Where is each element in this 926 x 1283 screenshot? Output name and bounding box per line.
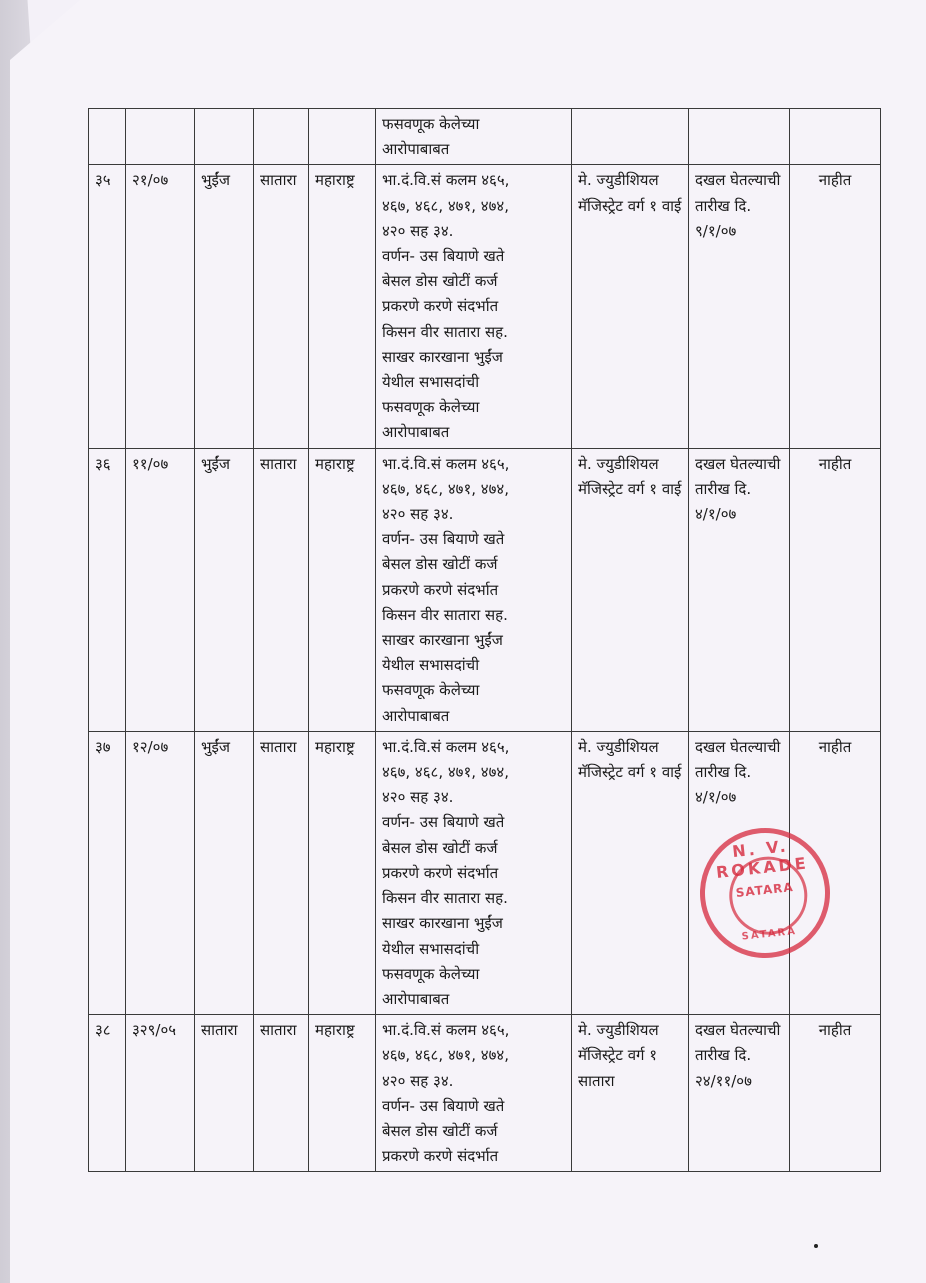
cell-case: ३२९/०५: [126, 1015, 195, 1172]
description-line: आरोपाबाबत: [382, 423, 450, 442]
description-line: आरोपाबाबत: [382, 706, 450, 725]
cell-remark: नाहीत: [790, 448, 881, 731]
description-line: भा.दं.वि.सं कलम ४६५,: [382, 737, 510, 756]
description-line: फसवणूक केलेच्या: [382, 398, 480, 417]
records-table-body: [89, 109, 881, 1172]
description-line: ४२० सह ३४.: [382, 1071, 454, 1090]
cell-district: [254, 109, 309, 165]
table-row: [89, 109, 881, 165]
cell-no: ३६: [89, 448, 126, 731]
cell-case: २१/०७: [126, 165, 195, 448]
description-line: येथील सभासदांची: [382, 373, 480, 392]
cell-case: [126, 109, 195, 165]
description-line: साखर कारखाना भुईंज: [382, 914, 503, 933]
cell-state: महाराष्ट्र: [309, 165, 376, 448]
cell-remark: नाहीत: [790, 1015, 881, 1172]
cell-state: महाराष्ट्र: [309, 731, 376, 1014]
cell-description: [376, 1015, 572, 1172]
cell-status: दखल घेतल्याची तारीख दि. ४/१/०७: [689, 731, 790, 1014]
description-line: वर्णन- उस बियाणे खते: [382, 1096, 505, 1115]
cell-court: मे. ज्युडीशियल मॅजिस्ट्रेट वर्ग १ वाई: [572, 165, 689, 448]
description-line: फसवणूक केलेच्या: [382, 964, 480, 983]
description-line: फसवणूक केलेच्या: [382, 115, 480, 133]
description-line: ४२० सह ३४.: [382, 788, 454, 807]
stamp-center-text: SATARA: [735, 880, 795, 901]
cell-court: मे. ज्युडीशियल मॅजिस्ट्रेट वर्ग १ वाई: [572, 731, 689, 1014]
table-row: [89, 448, 881, 731]
cell-no: [89, 109, 126, 165]
cell-case: ११/०७: [126, 448, 195, 731]
cell-description: [376, 731, 572, 1014]
description-line: भा.दं.वि.सं कलम ४६५,: [382, 1021, 510, 1040]
cell-station: भुईंज: [195, 165, 254, 448]
cell-station: सातारा: [195, 1015, 254, 1172]
cell-district: सातारा: [254, 731, 309, 1014]
description-line: ४६७, ४६८, ४७१, ४७४,: [382, 763, 509, 782]
cell-district: सातारा: [254, 448, 309, 731]
description-line: येथील सभासदांची: [382, 939, 480, 958]
description-line: वर्णन- उस बियाणे खते: [382, 530, 505, 549]
cell-court: मे. ज्युडीशियल मॅजिस्ट्रेट वर्ग १ वाई: [572, 448, 689, 731]
cell-case: १२/०७: [126, 731, 195, 1014]
description-line: प्रकरणे करणे संदर्भात: [382, 1147, 499, 1166]
table-row: [89, 165, 881, 448]
cell-station: भुईंज: [195, 448, 254, 731]
description-line: येथील सभासदांची: [382, 656, 480, 675]
cell-station: भुईंज: [195, 731, 254, 1014]
cell-district: सातारा: [254, 165, 309, 448]
description-line: ४२० सह ३४.: [382, 221, 454, 240]
description-line: बेसल डोस खोटीं कर्ज: [382, 838, 498, 857]
cell-description: [376, 165, 572, 448]
description-line: भा.दं.वि.सं कलम ४६५,: [382, 171, 510, 190]
description-line: बेसल डोस खोटीं कर्ज: [382, 272, 498, 291]
description-line: ४६७, ४६८, ४७१, ४७४,: [382, 1046, 509, 1065]
cell-court: मे. ज्युडीशियल मॅजिस्ट्रेट वर्ग १ सातारा: [572, 1015, 689, 1172]
stamp-top-text: N. V. ROKADE: [715, 836, 810, 882]
description-line: साखर कारखाना भुईंज: [382, 347, 503, 366]
records-table: [88, 108, 881, 1172]
cell-remark: नाहीत: [790, 165, 881, 448]
description-line: ४६७, ४६८, ४७१, ४७४,: [382, 196, 509, 215]
description-line: किसन वीर सातारा सह.: [382, 605, 508, 624]
description-line: प्रकरणे करणे संदर्भात: [382, 580, 499, 599]
description-line: वर्णन- उस बियाणे खते: [382, 813, 505, 832]
description-line: ४२० सह ३४.: [382, 505, 454, 524]
description-line: आरोपाबाबत: [382, 140, 450, 159]
cell-no: ३७: [89, 731, 126, 1014]
ink-dot: [814, 1244, 818, 1248]
cell-state: महाराष्ट्र: [309, 1015, 376, 1172]
cell-remark: [790, 109, 881, 165]
description-line: भा.दं.वि.सं कलम ४६५,: [382, 454, 510, 473]
description-line: वर्णन- उस बियाणे खते: [382, 247, 505, 266]
table-row: [89, 1015, 881, 1172]
description-line: आरोपाबाबत: [382, 989, 450, 1008]
description-line: प्रकरणे करणे संदर्भात: [382, 863, 499, 882]
cell-state: महाराष्ट्र: [309, 448, 376, 731]
description-line: प्रकरणे करणे संदर्भात: [382, 297, 499, 316]
description-line: किसन वीर सातारा सह.: [382, 322, 508, 341]
cell-remark: नाहीत: [790, 731, 881, 1014]
description-line: बेसल डोस खोटीं कर्ज: [382, 1121, 498, 1140]
description-line: फसवणूक केलेच्या: [382, 681, 480, 700]
description-line: ४६७, ४६८, ४७१, ४७४,: [382, 479, 509, 498]
cell-status: दखल घेतल्याची तारीख दि. २४/११/०७: [689, 1015, 790, 1172]
cell-description: [376, 448, 572, 731]
description-line: साखर कारखाना भुईंज: [382, 631, 503, 650]
cell-station: [195, 109, 254, 165]
cell-description: [376, 109, 572, 165]
cell-district: सातारा: [254, 1015, 309, 1172]
cell-court: [572, 109, 689, 165]
cell-state: [309, 109, 376, 165]
cell-status: दखल घेतल्याची तारीख दि. ९/१/०७: [689, 165, 790, 448]
cell-status: [689, 109, 790, 165]
cell-status: दखल घेतल्याची तारीख दि. ४/१/०७: [689, 448, 790, 731]
stamp-bottom-text: SATARA: [741, 925, 798, 943]
description-line: बेसल डोस खोटीं कर्ज: [382, 555, 498, 574]
cell-no: ३८: [89, 1015, 126, 1172]
description-line: किसन वीर सातारा सह.: [382, 889, 508, 908]
cell-no: ३५: [89, 165, 126, 448]
